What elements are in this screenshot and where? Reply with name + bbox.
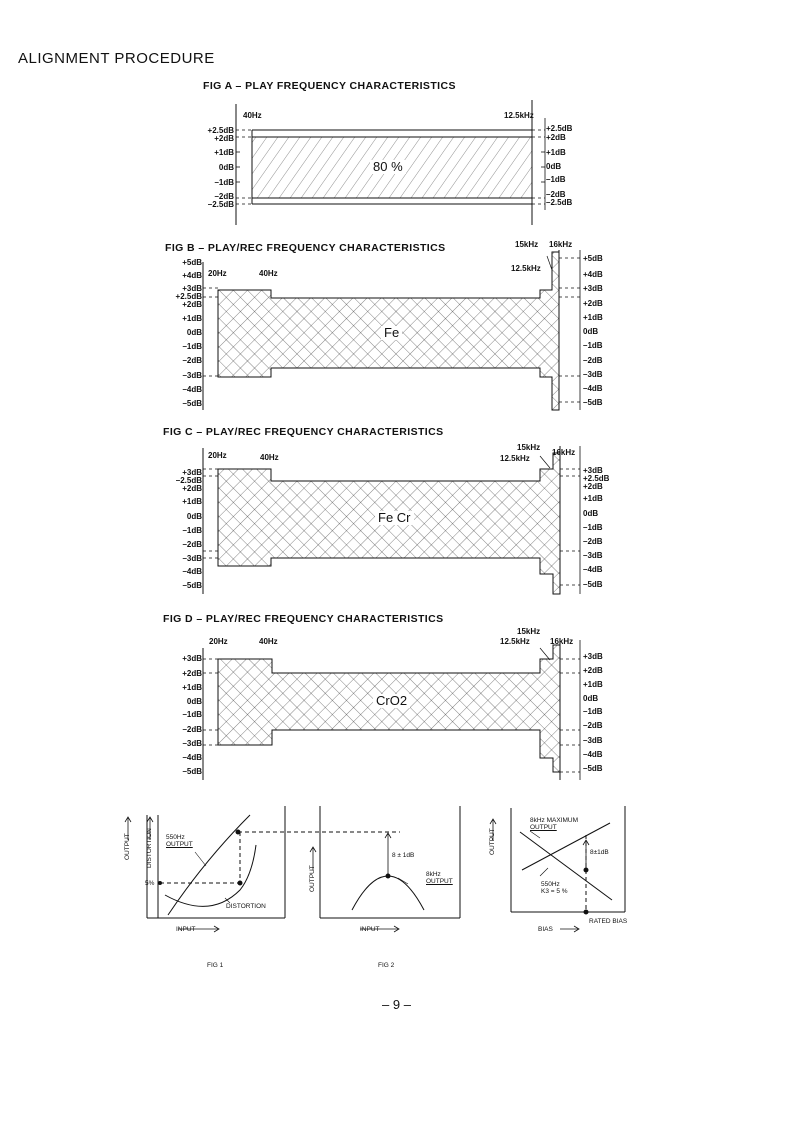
fig-2-input-label: INPUT — [360, 926, 380, 933]
fig-d-left-label: +3dB — [182, 654, 202, 663]
fig-d-freq-20: 20Hz — [209, 637, 228, 646]
fig-c-left-label: 0dB — [186, 512, 202, 521]
fig-1-input-label: INPUT — [176, 926, 196, 933]
fig-d-left-label: +1dB — [182, 683, 202, 692]
fig-b-freq-12: 12.5kHz — [511, 264, 541, 273]
fig-a-freq-left: 40Hz — [243, 111, 262, 120]
fig-c-title: FIG C – PLAY/REC FREQUENCY CHARACTERISTICS — [163, 426, 444, 438]
fig-c-left-label: +3dB — [182, 468, 202, 477]
fig-c-freq-20: 20Hz — [208, 451, 227, 460]
fig-c-freq-15: 15kHz — [517, 443, 541, 452]
fig-b-right-label: –2dB — [583, 356, 603, 365]
fig-c-right-label: –2dB — [583, 537, 603, 546]
fig-d-right-label: +1dB — [583, 680, 603, 689]
fig-c-left-label: –1dB — [182, 526, 202, 535]
fig-a-left-label: +1dB — [214, 148, 234, 157]
fig-3-output-axis-label: OUTPUT — [489, 828, 496, 855]
fig-b-right-label: +1dB — [583, 313, 603, 322]
fig-b-left-label: +2dB — [182, 300, 202, 309]
page-title: ALIGNMENT PROCEDURE — [18, 50, 215, 67]
fig-b-left-label: –1dB — [182, 342, 202, 351]
fig-c-left-label: +2dB — [182, 484, 202, 493]
fig-d-right-label: +3dB — [583, 652, 603, 661]
fig-d-right-label: –1dB — [583, 707, 603, 716]
fig-a-left-label: +2.5dB — [207, 126, 234, 135]
fig-a-right-label: +2.5dB — [546, 124, 573, 133]
fig-a-left-label: –2.5dB — [207, 200, 234, 209]
fig-2-delta-label: 8 ± 1dB — [392, 852, 415, 859]
fig-3-label-4: K3 = 5 % — [541, 888, 568, 895]
fig-b-freq-40: 40Hz — [259, 269, 278, 278]
fig-d-title: FIG D – PLAY/REC FREQUENCY CHARACTERISTICS — [163, 613, 444, 625]
fig-d-right-label: –5dB — [583, 764, 603, 773]
fig-d-right-label: +2dB — [583, 666, 603, 675]
fig-b-left-label: –4dB — [182, 385, 202, 394]
fig-b-left-label: +1dB — [182, 314, 202, 323]
fig-1-graph — [125, 806, 400, 932]
fig-c-left-label: –5dB — [182, 581, 202, 590]
fig-2-label-1: 8kHz — [426, 871, 441, 878]
fig-c-right-label: 0dB — [583, 509, 599, 518]
fig-c-freq-12: 12.5kHz — [500, 454, 530, 463]
fig-b-right-label: +4dB — [583, 270, 603, 279]
fig-a-right-label: –2.5dB — [546, 198, 573, 207]
fig-b-right-label: +5dB — [583, 254, 603, 263]
fig-c-center-label: Fe Cr — [375, 511, 414, 525]
fig-c-right-label: –3dB — [583, 551, 603, 560]
fig-3-rated-bias-label: RATED BIAS — [589, 918, 628, 925]
fig-3-label-1: 8kHz MAXIMUM — [530, 817, 579, 824]
fig-3-label-2: OUTPUT — [530, 824, 557, 831]
fig-b-title: FIG B – PLAY/REC FREQUENCY CHARACTERISTICS — [165, 242, 446, 254]
fig-2-output-axis-label: OUTPUT — [309, 865, 316, 892]
fig-d-left-label: +2dB — [182, 669, 202, 678]
fig-c-right-label: –1dB — [583, 523, 603, 532]
fig-b-right-label: –3dB — [583, 370, 603, 379]
fig-b-left-label: 0dB — [186, 328, 202, 337]
fig-a-left-label: +2dB — [214, 134, 234, 143]
fig-3-label-3: 550Hz — [541, 881, 560, 888]
fig-1-caption: FIG 1 — [207, 962, 224, 969]
fig-b-left-label: +2.5dB — [175, 292, 202, 301]
fig-b-right-label: –1dB — [583, 341, 603, 350]
fig-c-right-label: +3dB — [583, 466, 603, 475]
fig-2-graph — [310, 806, 460, 932]
fig-a-center-label: 80 % — [370, 160, 406, 174]
fig-c-left-label: –2dB — [182, 540, 202, 549]
fig-1-pct-label: 5% — [145, 880, 155, 887]
fig-d-left-label: –4dB — [182, 753, 202, 762]
fig-c-left-label: +1dB — [182, 497, 202, 506]
fig-c-freq-40: 40Hz — [260, 453, 279, 462]
fig-b-right-label: 0dB — [583, 327, 599, 336]
fig-c-right-label: –4dB — [583, 565, 603, 574]
fig-3-delta-label: 8±1dB — [590, 849, 609, 856]
fig-d-freq-12: 12.5kHz — [500, 637, 530, 646]
fig-a-right-label: –2dB — [546, 190, 566, 199]
fig-b-freq-15: 15kHz — [515, 240, 539, 249]
fig-b-left-label: –2dB — [182, 356, 202, 365]
fig-c-right-label: +2.5dB — [583, 474, 610, 483]
fig-1-curve-label-1: 550Hz — [166, 834, 185, 841]
fig-a-right-label: +2dB — [546, 133, 566, 142]
fig-b-right-label: +2dB — [583, 299, 603, 308]
fig-a-title: FIG A – PLAY FREQUENCY CHARACTERISTICS — [203, 80, 456, 92]
fig-d-left-label: –3dB — [182, 739, 202, 748]
fig-a-left-label: –2dB — [214, 192, 234, 201]
fig-d-right-label: –4dB — [583, 750, 603, 759]
fig-d-center-label: CrO2 — [373, 694, 410, 708]
fig-b-right-label: –4dB — [583, 384, 603, 393]
fig-3-graph — [490, 806, 628, 932]
fig-d-left-label: –5dB — [182, 767, 202, 776]
fig-b-right-label: –5dB — [583, 398, 603, 407]
fig-b-freq-20: 20Hz — [208, 269, 227, 278]
fig-a-freq-right: 12.5kHz — [504, 111, 534, 120]
fig-a-right-label: 0dB — [546, 162, 562, 171]
fig-1-output-axis-label: OUTPUT — [124, 833, 131, 860]
fig-b-freq-16: 16kHz — [549, 240, 573, 249]
fig-c-right-label: –5dB — [583, 580, 603, 589]
fig-d-left-label: 0dB — [186, 697, 202, 706]
fig-b-left-label: –3dB — [182, 371, 202, 380]
fig-b-left-label: +4dB — [182, 271, 202, 280]
fig-a-right-label: –1dB — [546, 175, 566, 184]
fig-d-left-label: –2dB — [182, 725, 202, 734]
fig-d-left-label: –1dB — [182, 710, 202, 719]
fig-1-distortion-axis-label: DISTORTION — [146, 828, 153, 868]
fig-b-right-label: +3dB — [583, 284, 603, 293]
fig-b-center-label: Fe — [381, 326, 402, 340]
fig-1-curve-label-2: OUTPUT — [166, 841, 193, 848]
fig-d-right-label: –2dB — [583, 721, 603, 730]
fig-3-bias-label: BIAS — [538, 926, 553, 933]
fig-c-left-label: –2.5dB — [175, 476, 202, 485]
fig-c-left-label: –4dB — [182, 567, 202, 576]
fig-2-caption: FIG 2 — [378, 962, 395, 969]
fig-d-freq-15: 15kHz — [517, 627, 541, 636]
fig-d-right-label: –3dB — [583, 736, 603, 745]
fig-a-right-label: +1dB — [546, 148, 566, 157]
fig-d-freq-40: 40Hz — [259, 637, 278, 646]
fig-c-right-label: +2dB — [583, 482, 603, 491]
fig-c-freq-16: 16kHz — [552, 448, 576, 457]
fig-1-distortion-label: DISTORTION — [226, 903, 266, 910]
fig-c-left-label: –3dB — [182, 554, 202, 563]
fig-d-freq-16: 16kHz — [550, 637, 574, 646]
fig-a-left-label: –1dB — [214, 178, 234, 187]
fig-b-left-label: +3dB — [182, 284, 202, 293]
fig-d-chart — [203, 640, 580, 780]
fig-a-left-label: 0dB — [218, 163, 234, 172]
fig-d-right-label: 0dB — [583, 694, 599, 703]
fig-c-right-label: +1dB — [583, 494, 603, 503]
page-number: – 9 – — [382, 997, 411, 1012]
fig-2-label-2: OUTPUT — [426, 878, 453, 885]
fig-b-left-label: +5dB — [182, 258, 202, 267]
fig-b-left-label: –5dB — [182, 399, 202, 408]
